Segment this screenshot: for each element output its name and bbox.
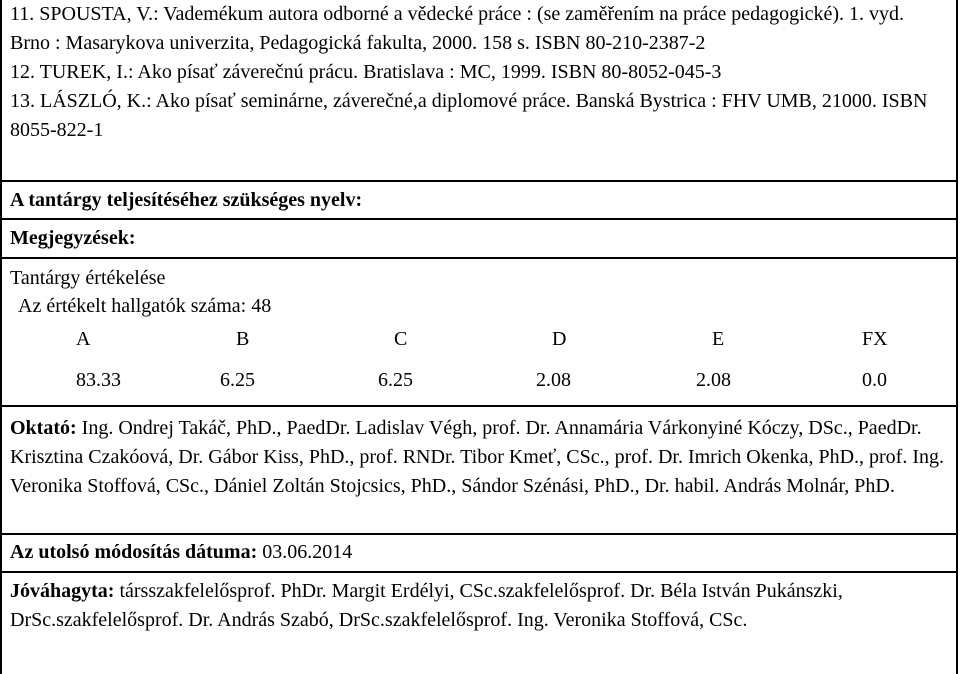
- grade-label: C: [394, 328, 408, 350]
- approved-value: társszakfelelősprof. PhDr. Margit Erdélyi, CSc.szakfelelősprof. Dr. Béla István Pukánszki, DrSc.szakfelelősprof. Dr. András Szabó, DrSc.szakfelelősprof. Ing. Veronika Stoffová, CSc.: [10, 580, 843, 631]
- grade-percentage: 0.0: [862, 369, 887, 391]
- language-label: A tantárgy teljesítéséhez szükséges nyelv:: [10, 189, 363, 211]
- grade-label: B: [236, 328, 250, 350]
- notes-section: [2, 224, 956, 253]
- grade-header-row: [10, 328, 956, 357]
- grade-percentage: 83.33: [76, 369, 121, 391]
- grade-percentage: 2.08: [536, 369, 571, 391]
- language-section: [2, 186, 956, 215]
- divider: [2, 571, 956, 573]
- grade-label: E: [712, 328, 725, 350]
- approved-label: Jóváhagyta:: [10, 580, 115, 602]
- divider: [2, 533, 956, 535]
- notes-label: Megjegyzések:: [10, 227, 136, 249]
- evaluation-title: Tantárgy értékelése: [10, 267, 166, 289]
- grade-percentage: 2.08: [696, 369, 731, 391]
- grade-label: D: [552, 328, 567, 350]
- divider: [2, 257, 956, 259]
- grade-percentage: 6.25: [220, 369, 255, 391]
- grade-label: FX: [862, 328, 888, 350]
- teachers-value: Ing. Ondrej Takáč, PhD., PaedDr. Ladislav Végh, prof. Dr. Annamária Várkonyiné Kóczy, DSc., PaedDr. Krisztina Czakóová, Dr. Gábor Kiss, PhD., prof. RNDr. Tibor Kmeť, CSc., prof. Dr. Imrich Okenka, PhD., prof. Ing. Veronika Stoffová, CSc., Dániel Zoltán Stojcsics, PhD., Sándor Szénási, PhD., Dr. habil. András Molnár, PhD.: [10, 417, 945, 497]
- evaluated-count: Az értékelt hallgatók száma: 48: [18, 295, 272, 317]
- divider: [2, 218, 956, 220]
- approved-section: [2, 577, 956, 635]
- literature-item-11: 11. SPOUSTA, V.: Vademékum autora odborné a vědecké práce : (se zaměřením na práce pedagogické). 1. vyd. Brno : Masarykova univerzita, Pedagogická fakulta, 2000. 158 s. ISBN 80-210-2387-2: [10, 3, 905, 54]
- literature-item-13: 13. LÁSZLÓ, K.: Ako písať seminárne, záverečné,a diplomové práce. Banská Bystrica : FHV UMB, 21000. ISBN 8055-822-1: [10, 90, 928, 141]
- last-modified-section: [2, 538, 956, 567]
- divider: [2, 405, 956, 407]
- grade-percentage-row: [10, 369, 956, 398]
- teachers-label: Oktató:: [10, 417, 77, 439]
- last-modified-value: 03.06.2014: [262, 541, 353, 563]
- grade-percentage: 6.25: [378, 369, 413, 391]
- literature-item-12: 12. TUREK, I.: Ako písať záverečnú prácu. Bratislava : MC, 1999. ISBN 80-8052-045-3: [10, 61, 722, 83]
- last-modified-label: Az utolsó módosítás dátuma:: [10, 541, 258, 563]
- grade-label: A: [76, 328, 91, 350]
- teachers-section: [2, 414, 956, 501]
- literature-section: [2, 0, 956, 180]
- divider: [2, 180, 956, 182]
